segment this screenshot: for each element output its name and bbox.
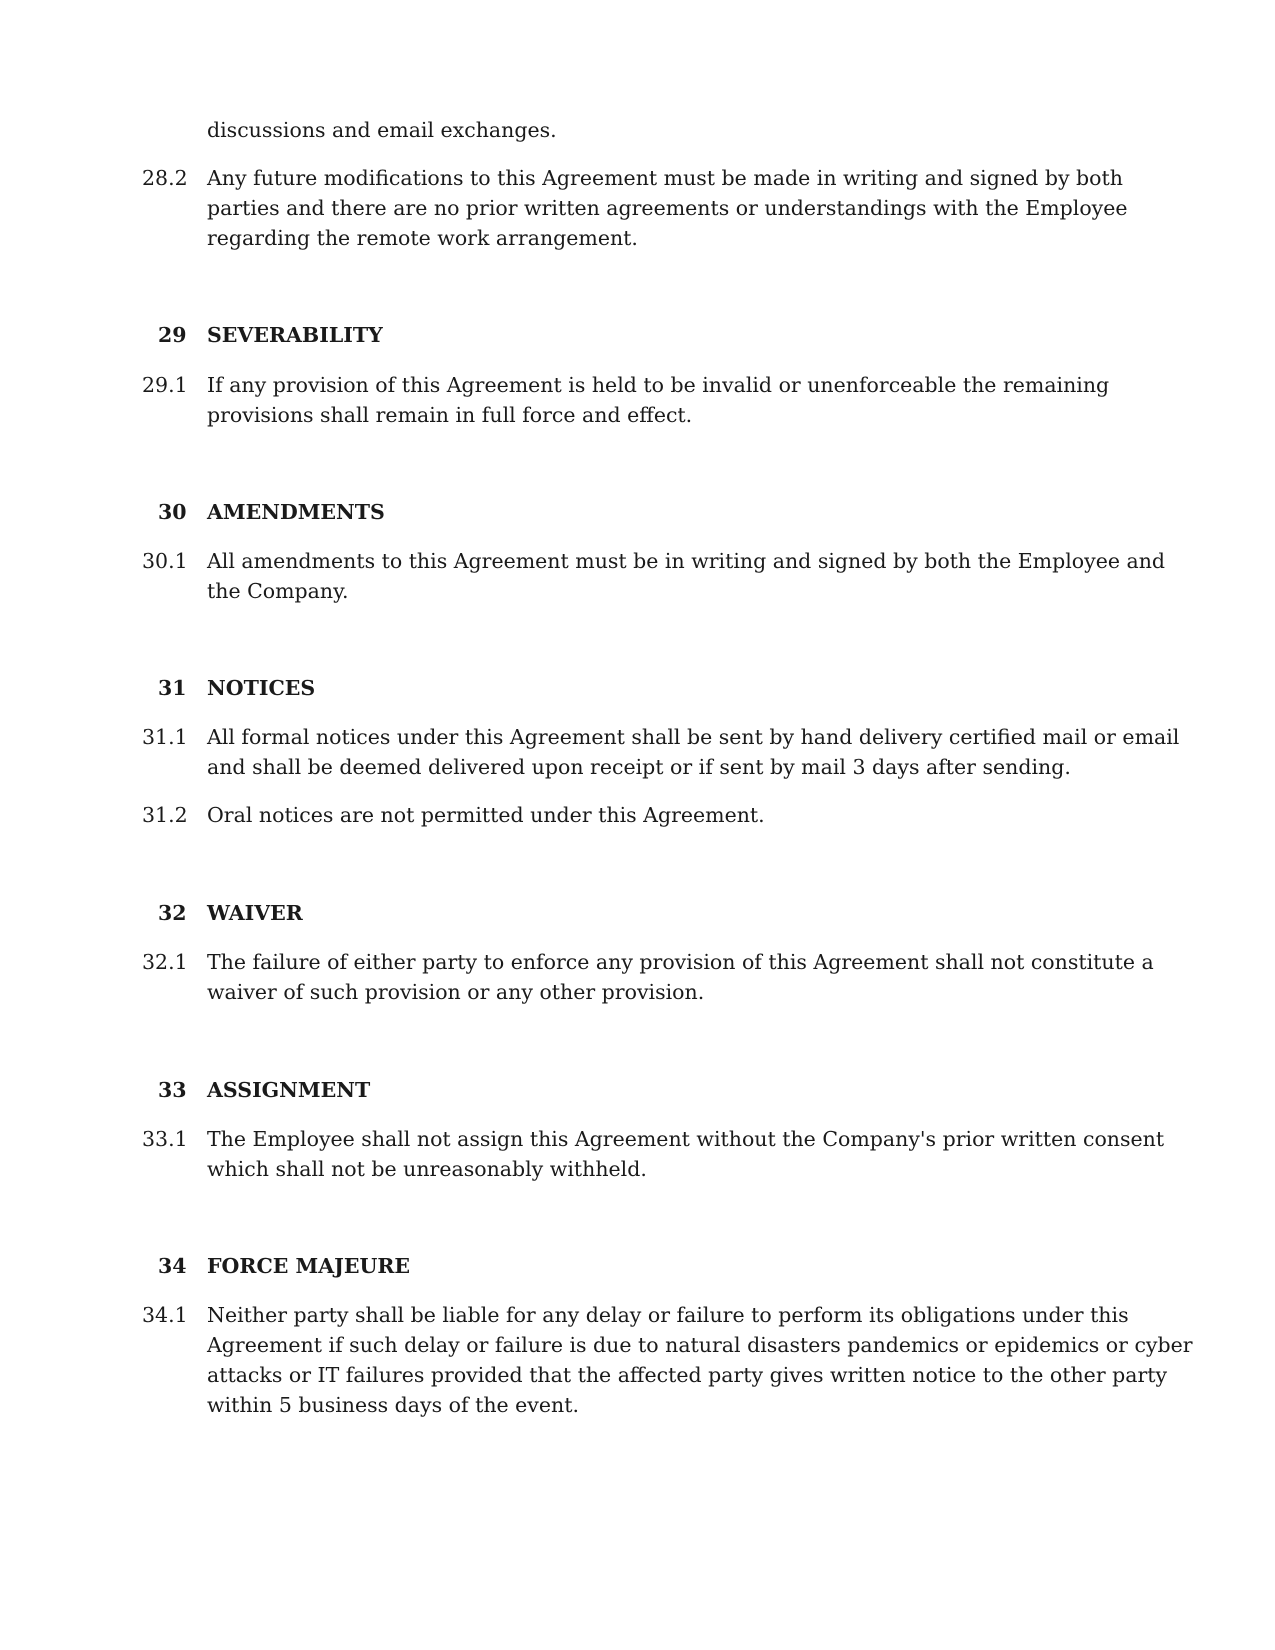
section-number: 33 <box>158 1078 187 1102</box>
clause-number: 31.2 <box>142 803 188 827</box>
clause-text-line: within 5 business days of the event. <box>207 1393 579 1417</box>
clause-text-line: attacks or IT failures provided that the affected party gives written notice to the other party <box>207 1363 1168 1387</box>
section-number: 31 <box>158 676 187 700</box>
clause-text-line: and shall be deemed delivered upon receipt or if sent by mail 3 days after sending. <box>207 755 1071 779</box>
section-number: 29 <box>158 323 187 347</box>
clause-number: 29.1 <box>142 373 188 397</box>
section-number: 30 <box>158 500 187 524</box>
section-number: 32 <box>158 901 187 925</box>
clause-text-line: Any future modifications to this Agreement must be made in writing and signed by both <box>207 166 1123 190</box>
clause-number: 30.1 <box>142 549 188 573</box>
section-heading: NOTICES <box>207 676 316 700</box>
section-heading: WAIVER <box>207 901 303 925</box>
clause-number: 32.1 <box>142 950 188 974</box>
section-heading: SEVERABILITY <box>207 323 383 347</box>
clause-text-line: Oral notices are not permitted under this Agreement. <box>207 803 765 827</box>
clause-number: 33.1 <box>142 1127 188 1151</box>
clause-number: 28.2 <box>142 166 188 190</box>
clause-text-line: the Company. <box>207 579 349 603</box>
clause-text-line: If any provision of this Agreement is held to be invalid or unenforceable the remaining <box>207 373 1110 397</box>
clause-text-line: parties and there are no prior written agreements or understandings with the Employee <box>207 196 1128 220</box>
section-heading: AMENDMENTS <box>207 500 385 524</box>
clause-text-line: which shall not be unreasonably withheld. <box>207 1157 647 1181</box>
clause-text-line: provisions shall remain in full force and effect. <box>207 403 693 427</box>
section-heading: ASSIGNMENT <box>207 1078 371 1102</box>
clause-text-line: The Employee shall not assign this Agreement without the Company's prior written consent <box>207 1127 1165 1151</box>
section-heading: FORCE MAJEURE <box>207 1254 410 1278</box>
clause-text-line: All formal notices under this Agreement shall be sent by hand delivery certified mail or email <box>207 725 1180 749</box>
clause-text-line: waiver of such provision or any other provision. <box>207 980 705 1004</box>
clause-text-line: All amendments to this Agreement must be in writing and signed by both the Employee and <box>207 549 1166 573</box>
clause-number: 31.1 <box>142 725 188 749</box>
section-number: 34 <box>158 1254 187 1278</box>
clause-text-line: regarding the remote work arrangement. <box>207 226 638 250</box>
clause-text-line: Neither party shall be liable for any delay or failure to perform its obligations under this <box>207 1303 1129 1327</box>
clause-text-line: Agreement if such delay or failure is due to natural disasters pandemics or epidemics or cyber <box>207 1333 1193 1357</box>
clause-number: 34.1 <box>142 1303 188 1327</box>
clause-text-line: The failure of either party to enforce any provision of this Agreement shall not constitute a <box>207 950 1154 974</box>
continuation-text: discussions and email exchanges. <box>207 118 557 142</box>
